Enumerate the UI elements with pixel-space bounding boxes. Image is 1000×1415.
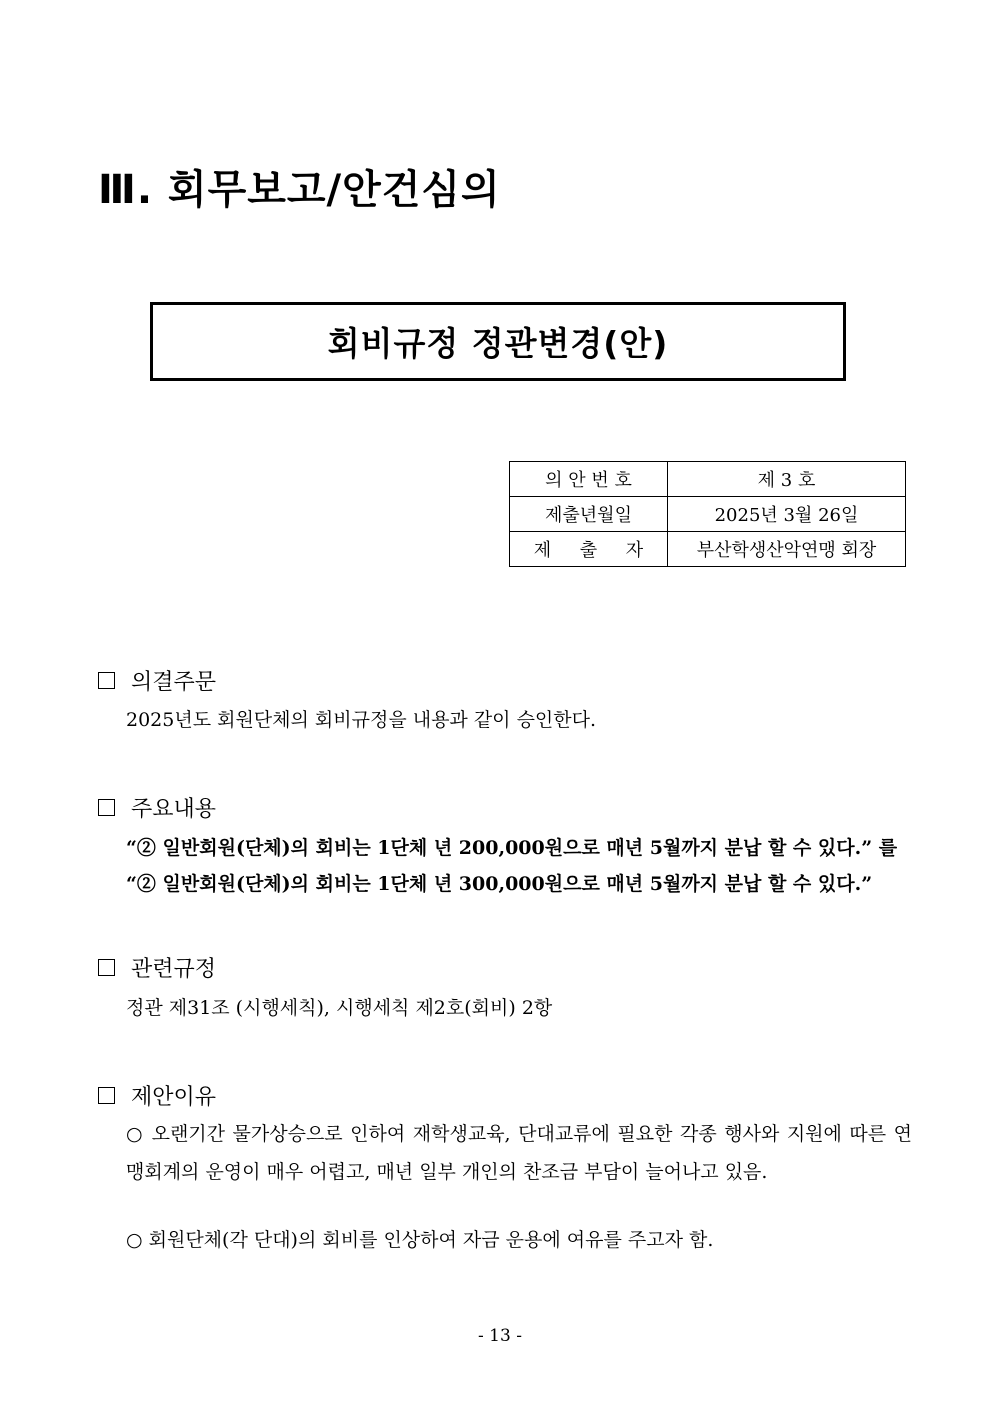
checkbox-square-icon [98,959,115,976]
section-heading-main-content [98,792,216,823]
table-row [510,462,906,497]
checkbox-square-icon [98,672,115,689]
chapter-title: Ⅲ. 회무보고/안건심의 [98,167,501,213]
info-value: 제 3 호 [668,462,906,497]
section-heading-resolution [98,665,216,696]
info-value: 부산학생산악연맹 회장 [668,532,906,567]
main-content-line-1: “② 일반회원(단체)의 회비는 1단체 년 200,000원으로 매년 5월까지 분납 할 수 있다.” 를 [126,837,898,859]
reason-paragraph-1: ○ 오랜기간 물가상승으로 인하여 재학생교육, 단대교류에 필요한 각종 행사와 지원에 따른 연맹회계의 운영이 매우 어렵고, 매년 일부 개인의 찬조금 부담이 늘어나고 있음. [126,1123,912,1183]
main-content-line-2: “② 일반회원(단체)의 회비는 1단체 년 300,000원으로 매년 5월까지 분납 할 수 있다.” [126,873,873,895]
page-number: - 13 - [478,1326,522,1346]
agenda-title: 회비규정 정관변경(안) [327,324,669,363]
checkbox-square-icon [98,799,115,816]
checkbox-square-icon [98,1087,115,1104]
reason-paragraph-2: ○ 회원단체(각 단대)의 회비를 인상하여 자금 운용에 여유를 주고자 함. [126,1229,714,1251]
section-heading-label: 관련규정 [131,957,217,982]
table-row [510,532,906,567]
section-heading-reason [98,1080,216,1111]
section-heading-related-rules [98,952,216,983]
info-label: 제 출 자 [510,532,668,567]
info-label: 의 안 번 호 [510,462,668,497]
section-heading-label: 주요내용 [131,797,217,822]
info-label: 제출년월일 [510,497,668,532]
related-rules-text: 정관 제31조 (시행세칙), 시행세칙 제2호(회비) 2항 [126,997,553,1019]
table-row [510,497,906,532]
info-value: 2025년 3월 26일 [668,497,906,532]
section-heading-label: 제안이유 [131,1085,217,1110]
resolution-text: 2025년도 회원단체의 회비규정을 내용과 같이 승인한다. [126,709,597,731]
agenda-title-box [150,302,846,381]
section-heading-label: 의결주문 [131,670,217,695]
agenda-info-table [509,461,906,567]
